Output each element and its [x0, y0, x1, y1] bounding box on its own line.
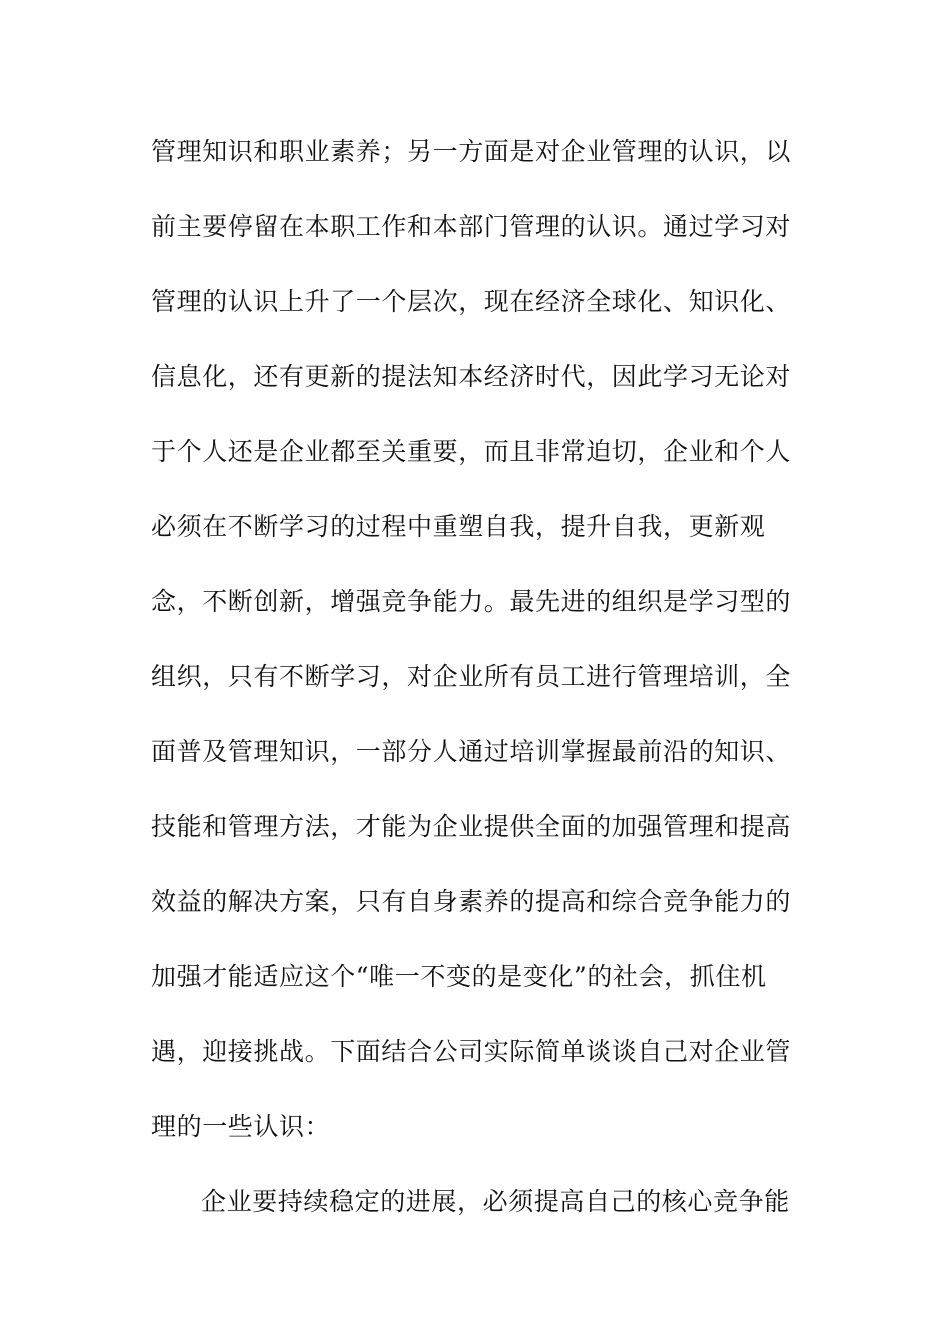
text-line: 于个人还是企业都至关重要，而且非常迫切，企业和个人 — [151, 437, 792, 466]
text-line: 必须在不断学习的过程中重塑自我，提升自我，更新观 — [151, 512, 766, 541]
text-line: 信息化，还有更新的提法知本经济时代，因此学习无论对 — [151, 362, 792, 391]
text-line: 加强才能适应这个“唯一不变的是变化”的社会，抓住机 — [151, 962, 767, 991]
text-line: 管理知识和职业素养；另一方面是对企业管理的认识，以 — [151, 137, 792, 166]
text-line: 技能和管理方法，才能为企业提供全面的加强管理和提高 — [151, 812, 792, 841]
text-line: 遇，迎接挑战。下面结合公司实际简单谈谈自己对企业管 — [151, 1037, 792, 1066]
text-line: 念，不断创新，增强竞争能力。最先进的组织是学习型的 — [151, 587, 792, 616]
text-line: 组织，只有不断学习，对企业所有员工进行管理培训，全 — [151, 662, 792, 691]
paragraph-first-line: 企业要持续稳定的进展，必须提高自己的核心竞争能 — [201, 1187, 790, 1216]
text-line: 面普及管理知识，一部分人通过培训掌握最前沿的知识、 — [151, 737, 792, 766]
text-line: 理的一些认识： — [151, 1112, 331, 1141]
text-line: 效益的解决方案，只有自身素养的提高和综合竞争能力的 — [151, 887, 792, 916]
text-line: 管理的认识上升了一个层次，现在经济全球化、知识化、 — [151, 287, 792, 316]
text-line: 前主要停留在本职工作和本部门管理的认识。通过学习对 — [151, 212, 792, 241]
